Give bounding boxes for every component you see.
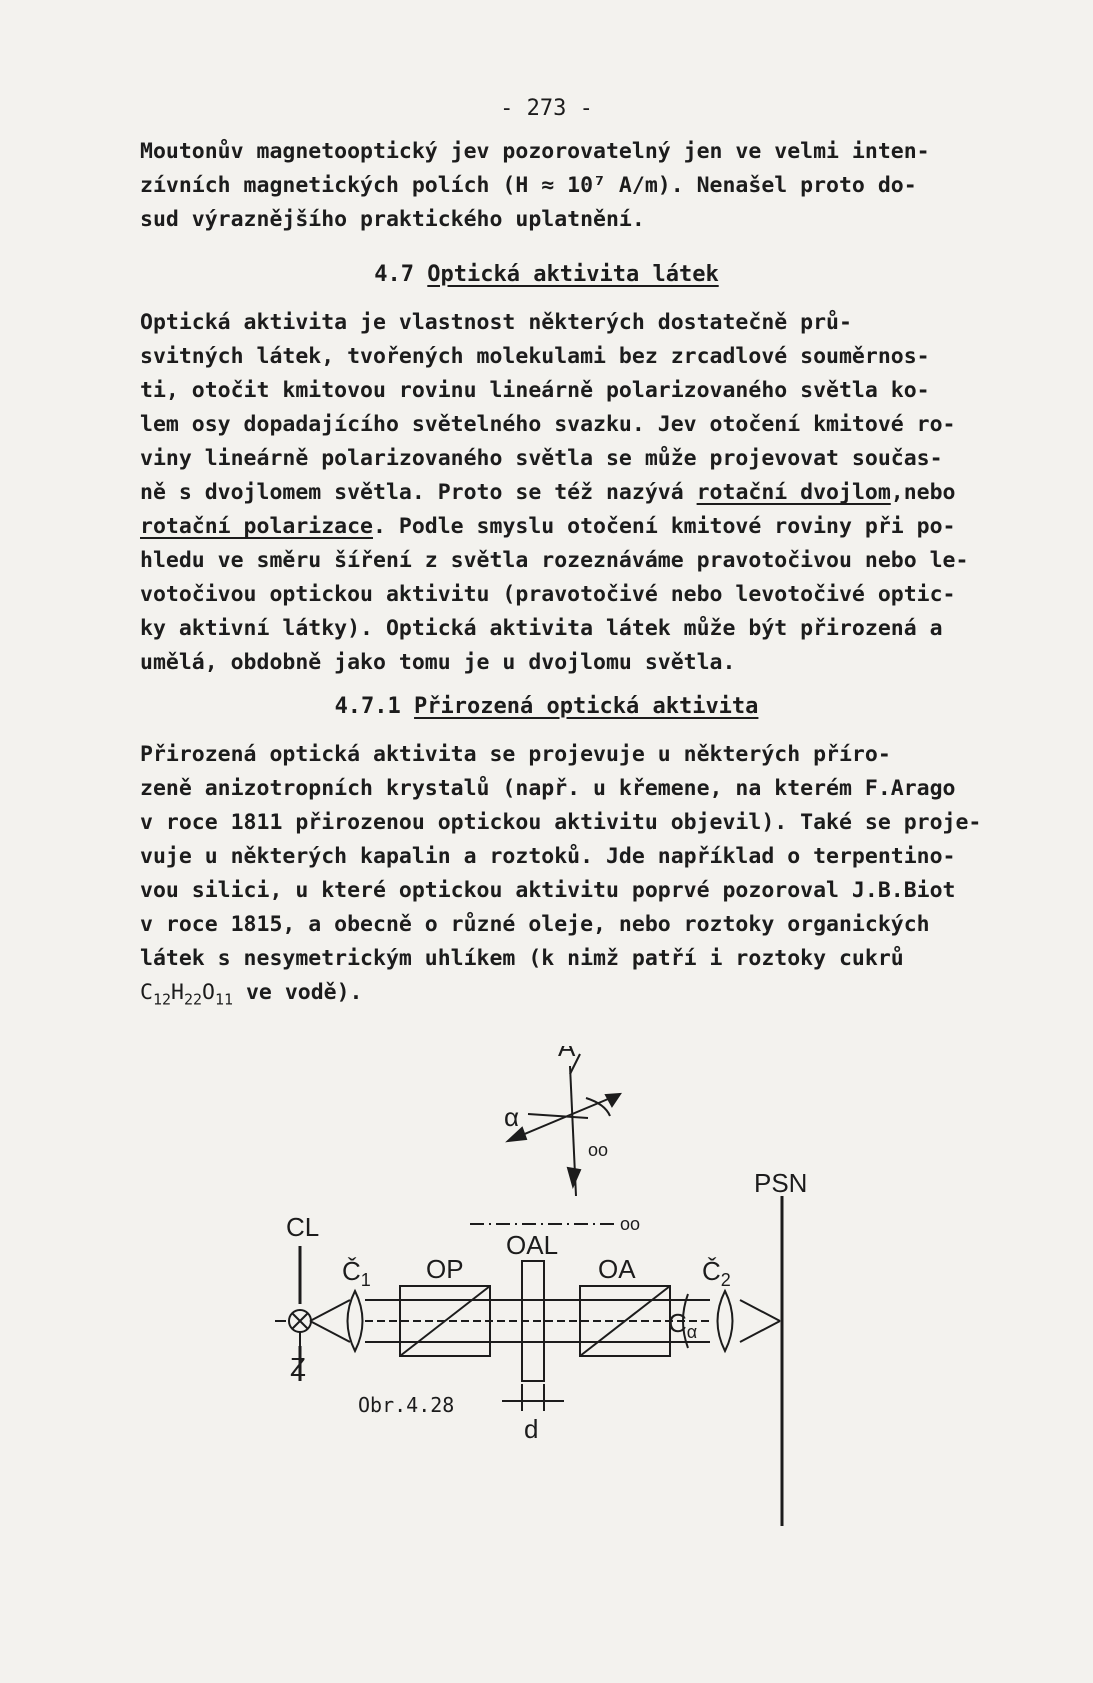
label-psn: PSN (754, 1168, 808, 1198)
section-4-7-paragraph (140, 306, 1060, 680)
text-line: viny lineárně polarizovaného světla se může projevovat součas- (140, 446, 943, 471)
formula-c: C (140, 980, 153, 1005)
label-a: A (558, 1046, 576, 1062)
key-term: rotační polarizace (140, 514, 373, 539)
beam-ray (310, 1321, 350, 1342)
text-line: vuje u některých kapalin a roztoků. Jde například o terpentino- (140, 844, 956, 869)
section-number: 4.7.1 (334, 694, 401, 719)
figure-caption: Obr.4.28 (358, 1393, 455, 1417)
key-term: rotační dvojlom (696, 480, 891, 505)
section-heading-4-7-1 (0, 694, 1093, 719)
section-4-7-1-paragraph (140, 738, 1060, 1016)
label-c-alpha: $C_\alpha$ (668, 1308, 698, 1342)
text-line: sud výraznějšího praktického uplatnění. (140, 207, 645, 232)
text-line: umělá, obdobně jako tomu je u dvojlomu světla. (140, 650, 736, 675)
text-line: zeně anizotropních krystalů (např. u křemene, na kterém F.Arago (140, 776, 956, 801)
intro-paragraph (140, 135, 1060, 237)
section-title: Přirozená optická aktivita (414, 694, 759, 719)
label-z: Z (290, 1352, 306, 1382)
formula-o-sub: 11 (214, 990, 234, 1009)
formula-c-sub: 12 (152, 990, 172, 1009)
section-title: Optická aktivita látek (427, 262, 719, 287)
label-alpha: α (504, 1102, 520, 1132)
text-line: rotační polarizace. Podle smyslu otočení kmitové roviny při po- (140, 514, 956, 539)
text-line: Přirozená optická aktivita se projevuje u některých příro- (140, 742, 891, 767)
text-line: ti, otočit kmitovou rovinu lineárně polarizovaného světla ko- (140, 378, 930, 403)
formula-h: H (171, 980, 184, 1005)
alpha-ref-line (528, 1114, 588, 1118)
text-line: lem osy dopadajícího světelného svazku. Jev otočení kmitové ro- (140, 412, 956, 437)
text-line: Optická aktivita je vlastnost některých dostatečně prů- (140, 310, 852, 335)
formula-line (140, 976, 1060, 1016)
arrow-head-icon (606, 1094, 620, 1106)
label-op: OP (426, 1254, 464, 1284)
beam-ray (310, 1300, 350, 1321)
formula-tail: ve vodě). (233, 980, 363, 1005)
text-line: vou silici, u které optickou aktivitu poprvé pozoroval J.B.Biot (140, 878, 956, 903)
label-oo-axis: oo (620, 1214, 641, 1234)
section-number: 4.7 (374, 262, 415, 287)
text-line: zívních magnetických polích (H ≈ 10⁷ A/m). Nenašel proto do- (140, 173, 917, 198)
label-oo-top: oo (588, 1140, 609, 1160)
text-line: hledu ve směru šíření z světla rozeznáváme pravotočivou nebo le- (140, 548, 969, 573)
text-line: v roce 1815, a obecně o různé oleje, nebo roztoky organických (140, 912, 930, 937)
figure-optical-setup (270, 1046, 1070, 1546)
formula-o: O (202, 980, 215, 1005)
lens-icon (718, 1291, 733, 1351)
label-oal: OAL (506, 1230, 559, 1260)
label-oa: OA (598, 1254, 636, 1284)
text-line: ně s dvojlomem světla. Proto se též nazývá rotační dvojlom,nebo (140, 480, 956, 505)
text-line: Moutonův magnetooptický jev pozorovatelný jen ve velmi inten- (140, 139, 930, 164)
section-heading-4-7 (0, 262, 1093, 287)
label-c2: $Č_2$ (702, 1256, 731, 1290)
text-line: ky aktivní látky). Optická aktivita látek může být přirozená a (140, 616, 943, 641)
label-cl: CL (286, 1212, 320, 1242)
label-c1: $Č_1$ (342, 1256, 371, 1290)
text-line: votočivou optickou aktivitu (pravotočivé nebo levotočivé optic- (140, 582, 956, 607)
label-d: d (524, 1414, 539, 1444)
formula-h-sub: 22 (183, 990, 203, 1009)
page-number: - 273 - (500, 96, 593, 121)
arrow-down-icon (568, 1168, 580, 1186)
text-line: v roce 1811 přirozenou optickou aktivitu objevil). Také se proje- (140, 810, 982, 835)
optical-setup-diagram (270, 1046, 1070, 1546)
text-line: látek s nesymetrickým uhlíkem (k nimž patří i roztoky cukrů (140, 946, 904, 971)
text-line: svitných látek, tvořených molekulami bez zrcadlové souměrnos- (140, 344, 930, 369)
